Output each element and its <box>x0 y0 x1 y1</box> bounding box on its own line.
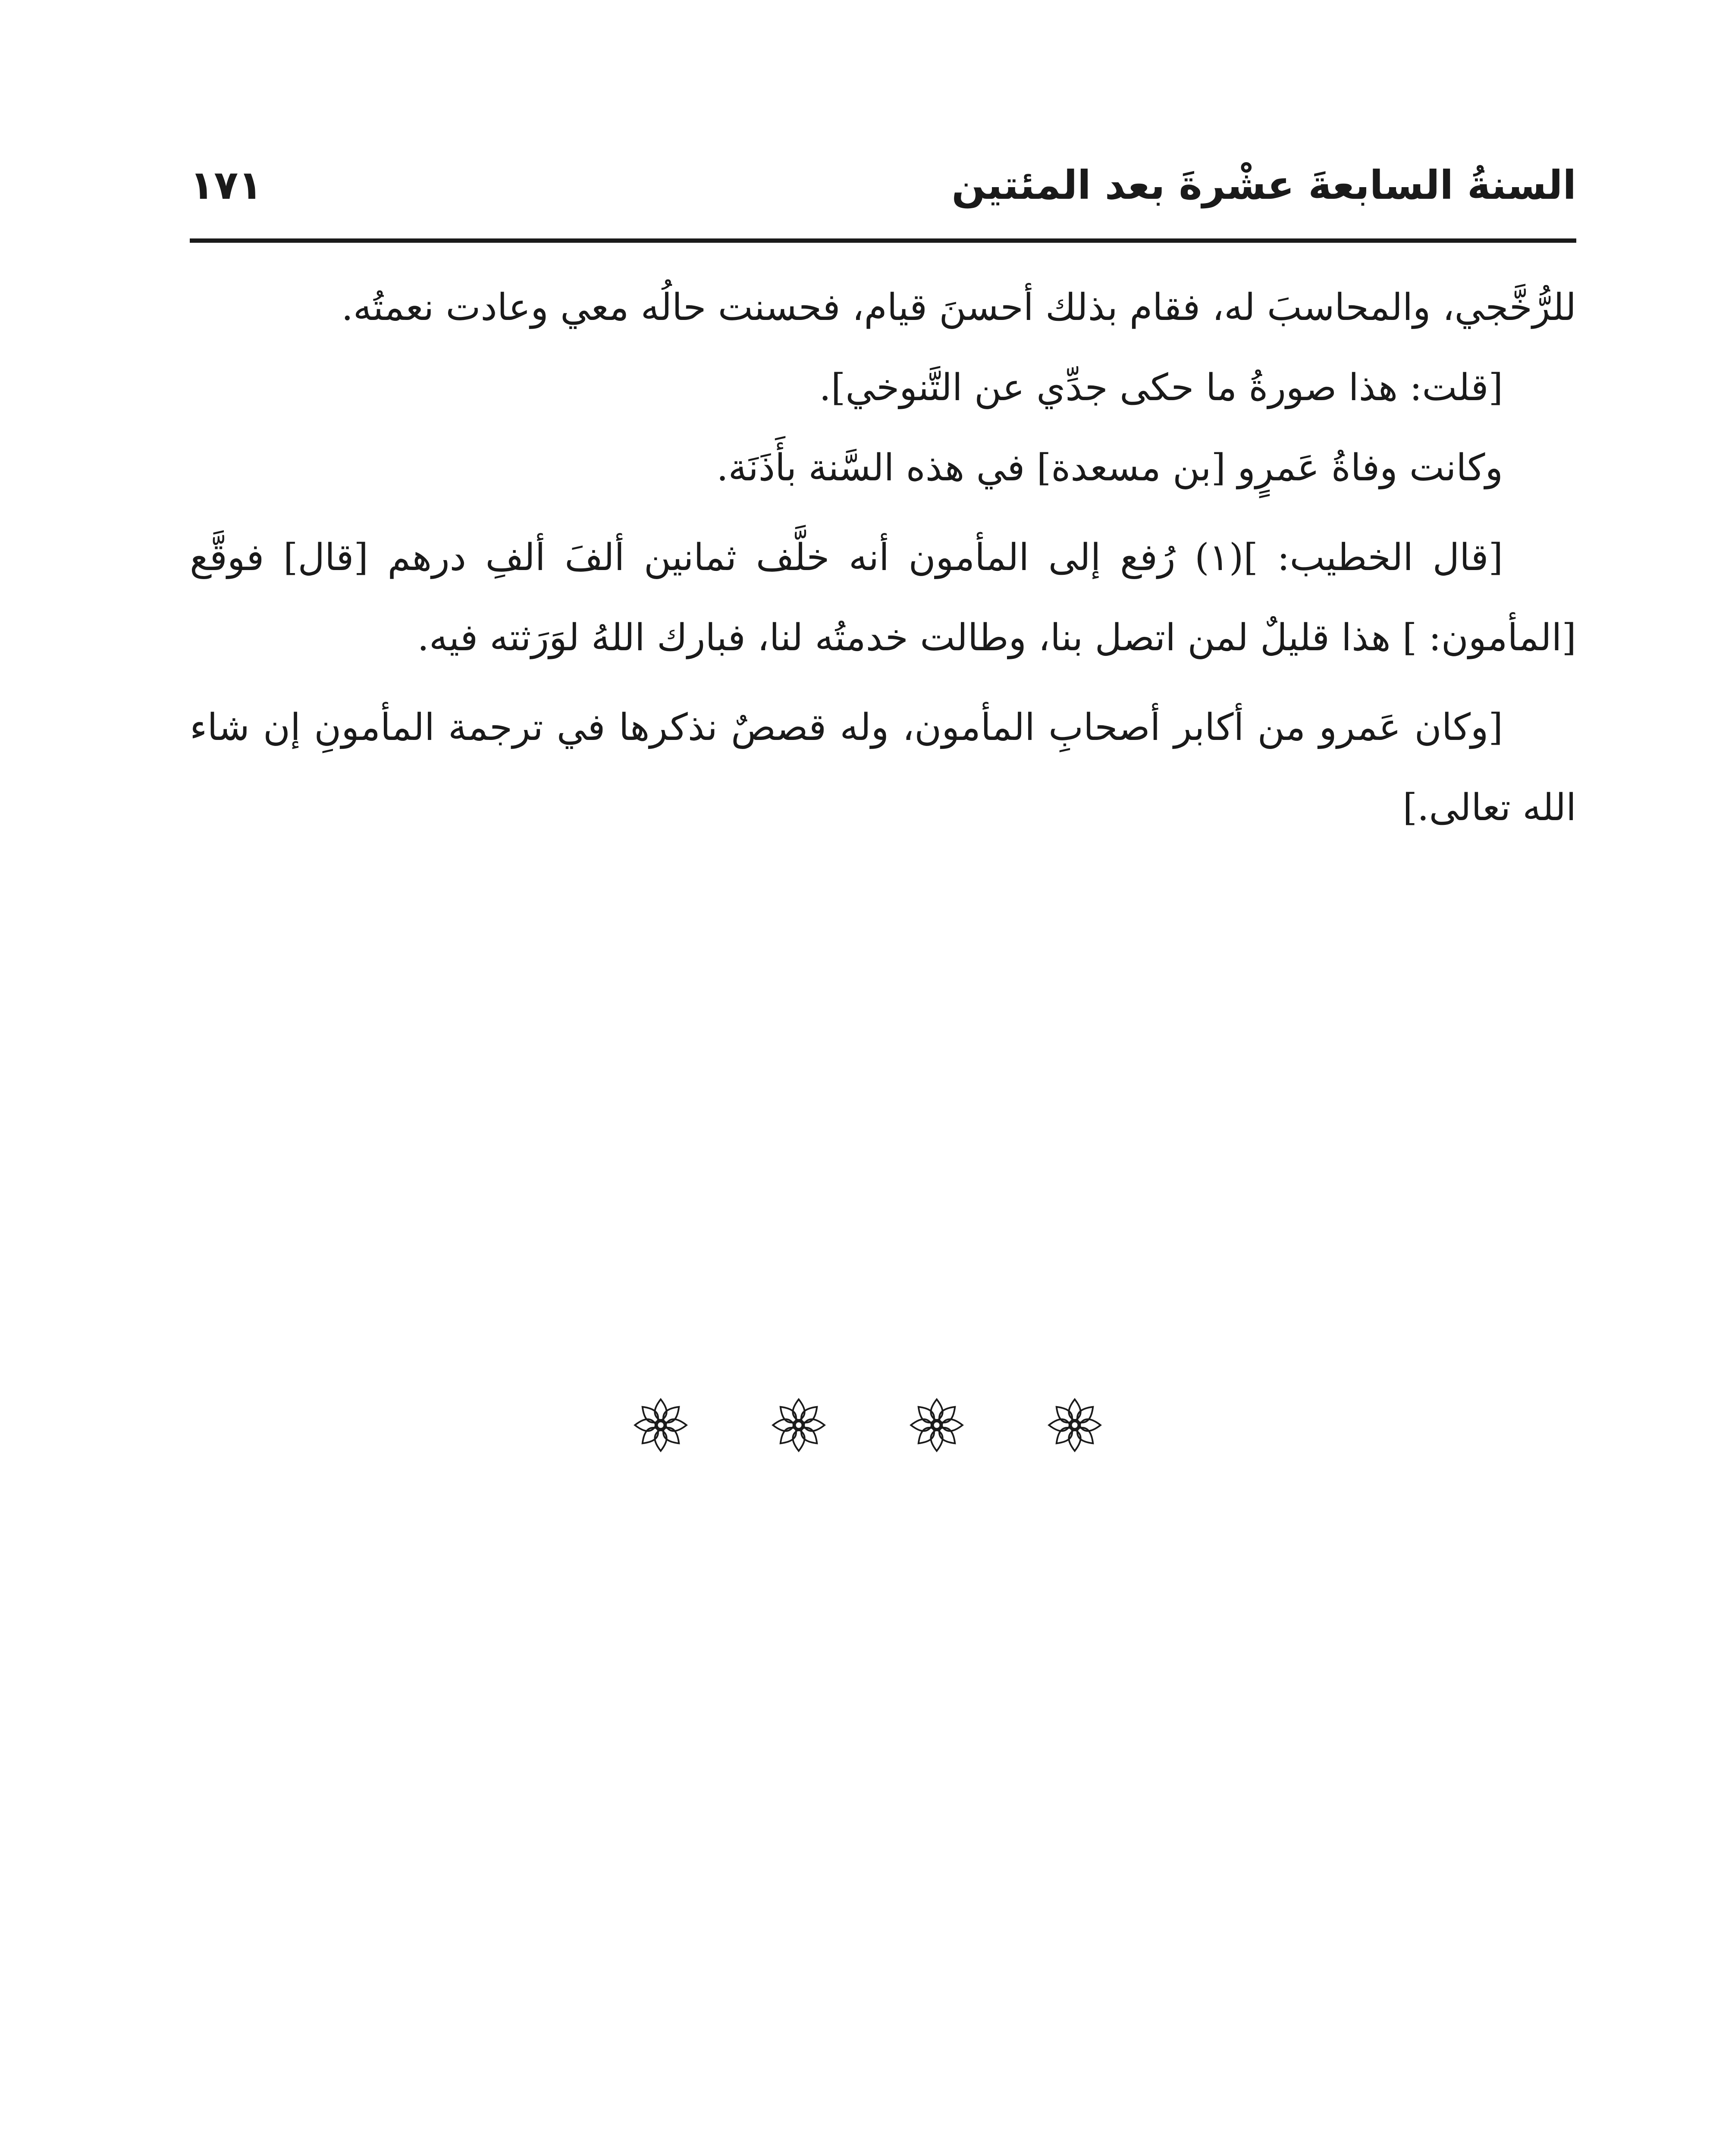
page-header <box>190 142 1576 229</box>
running-title: السنةُ السابعةَ عشْرةَ بعد المئتين <box>951 162 1576 208</box>
paragraph: للرُّخَّجي، والمحاسبَ له، فقام بذلك أحسنَ قيام، فحسنت حالُه معي وعادت نعمتُه. <box>341 286 1576 329</box>
header-rule <box>190 238 1576 243</box>
paragraph: وكانت وفاةُ عَمرٍو [بن مسعدة] في هذه السَّنة بأَذَنَة. <box>716 446 1503 489</box>
paragraph: [وكان عَمرو من أكابر أصحابِ المأمون، وله قصصٌ نذكرها في ترجمة المأمونِ إن شاء الله تعالى.] <box>190 706 1576 829</box>
flower-ornament-icon <box>633 1397 689 1453</box>
paragraph: [قال الخطيب: ](١) رُفع إلى المأمون أنه خلَّف ثمانين ألفَ ألفِ درهم [قال] فوقَّع [المأمون: ] هذا قليلٌ لمن اتصل بنا، وطالت خدمتُه لنا، فبارك اللهُ لوَرَثته فيه. <box>190 536 1576 659</box>
section-separator <box>0 1397 1735 1462</box>
flower-ornament-icon <box>909 1397 965 1453</box>
page-number: ١٧١ <box>190 162 263 208</box>
paragraph: [قلت: هذا صورةُ ما حكى جدِّي عن التَّنوخي]. <box>819 366 1503 409</box>
flower-ornament-icon <box>1047 1397 1103 1453</box>
flower-ornament-icon <box>771 1397 827 1453</box>
main-text <box>190 267 1576 848</box>
